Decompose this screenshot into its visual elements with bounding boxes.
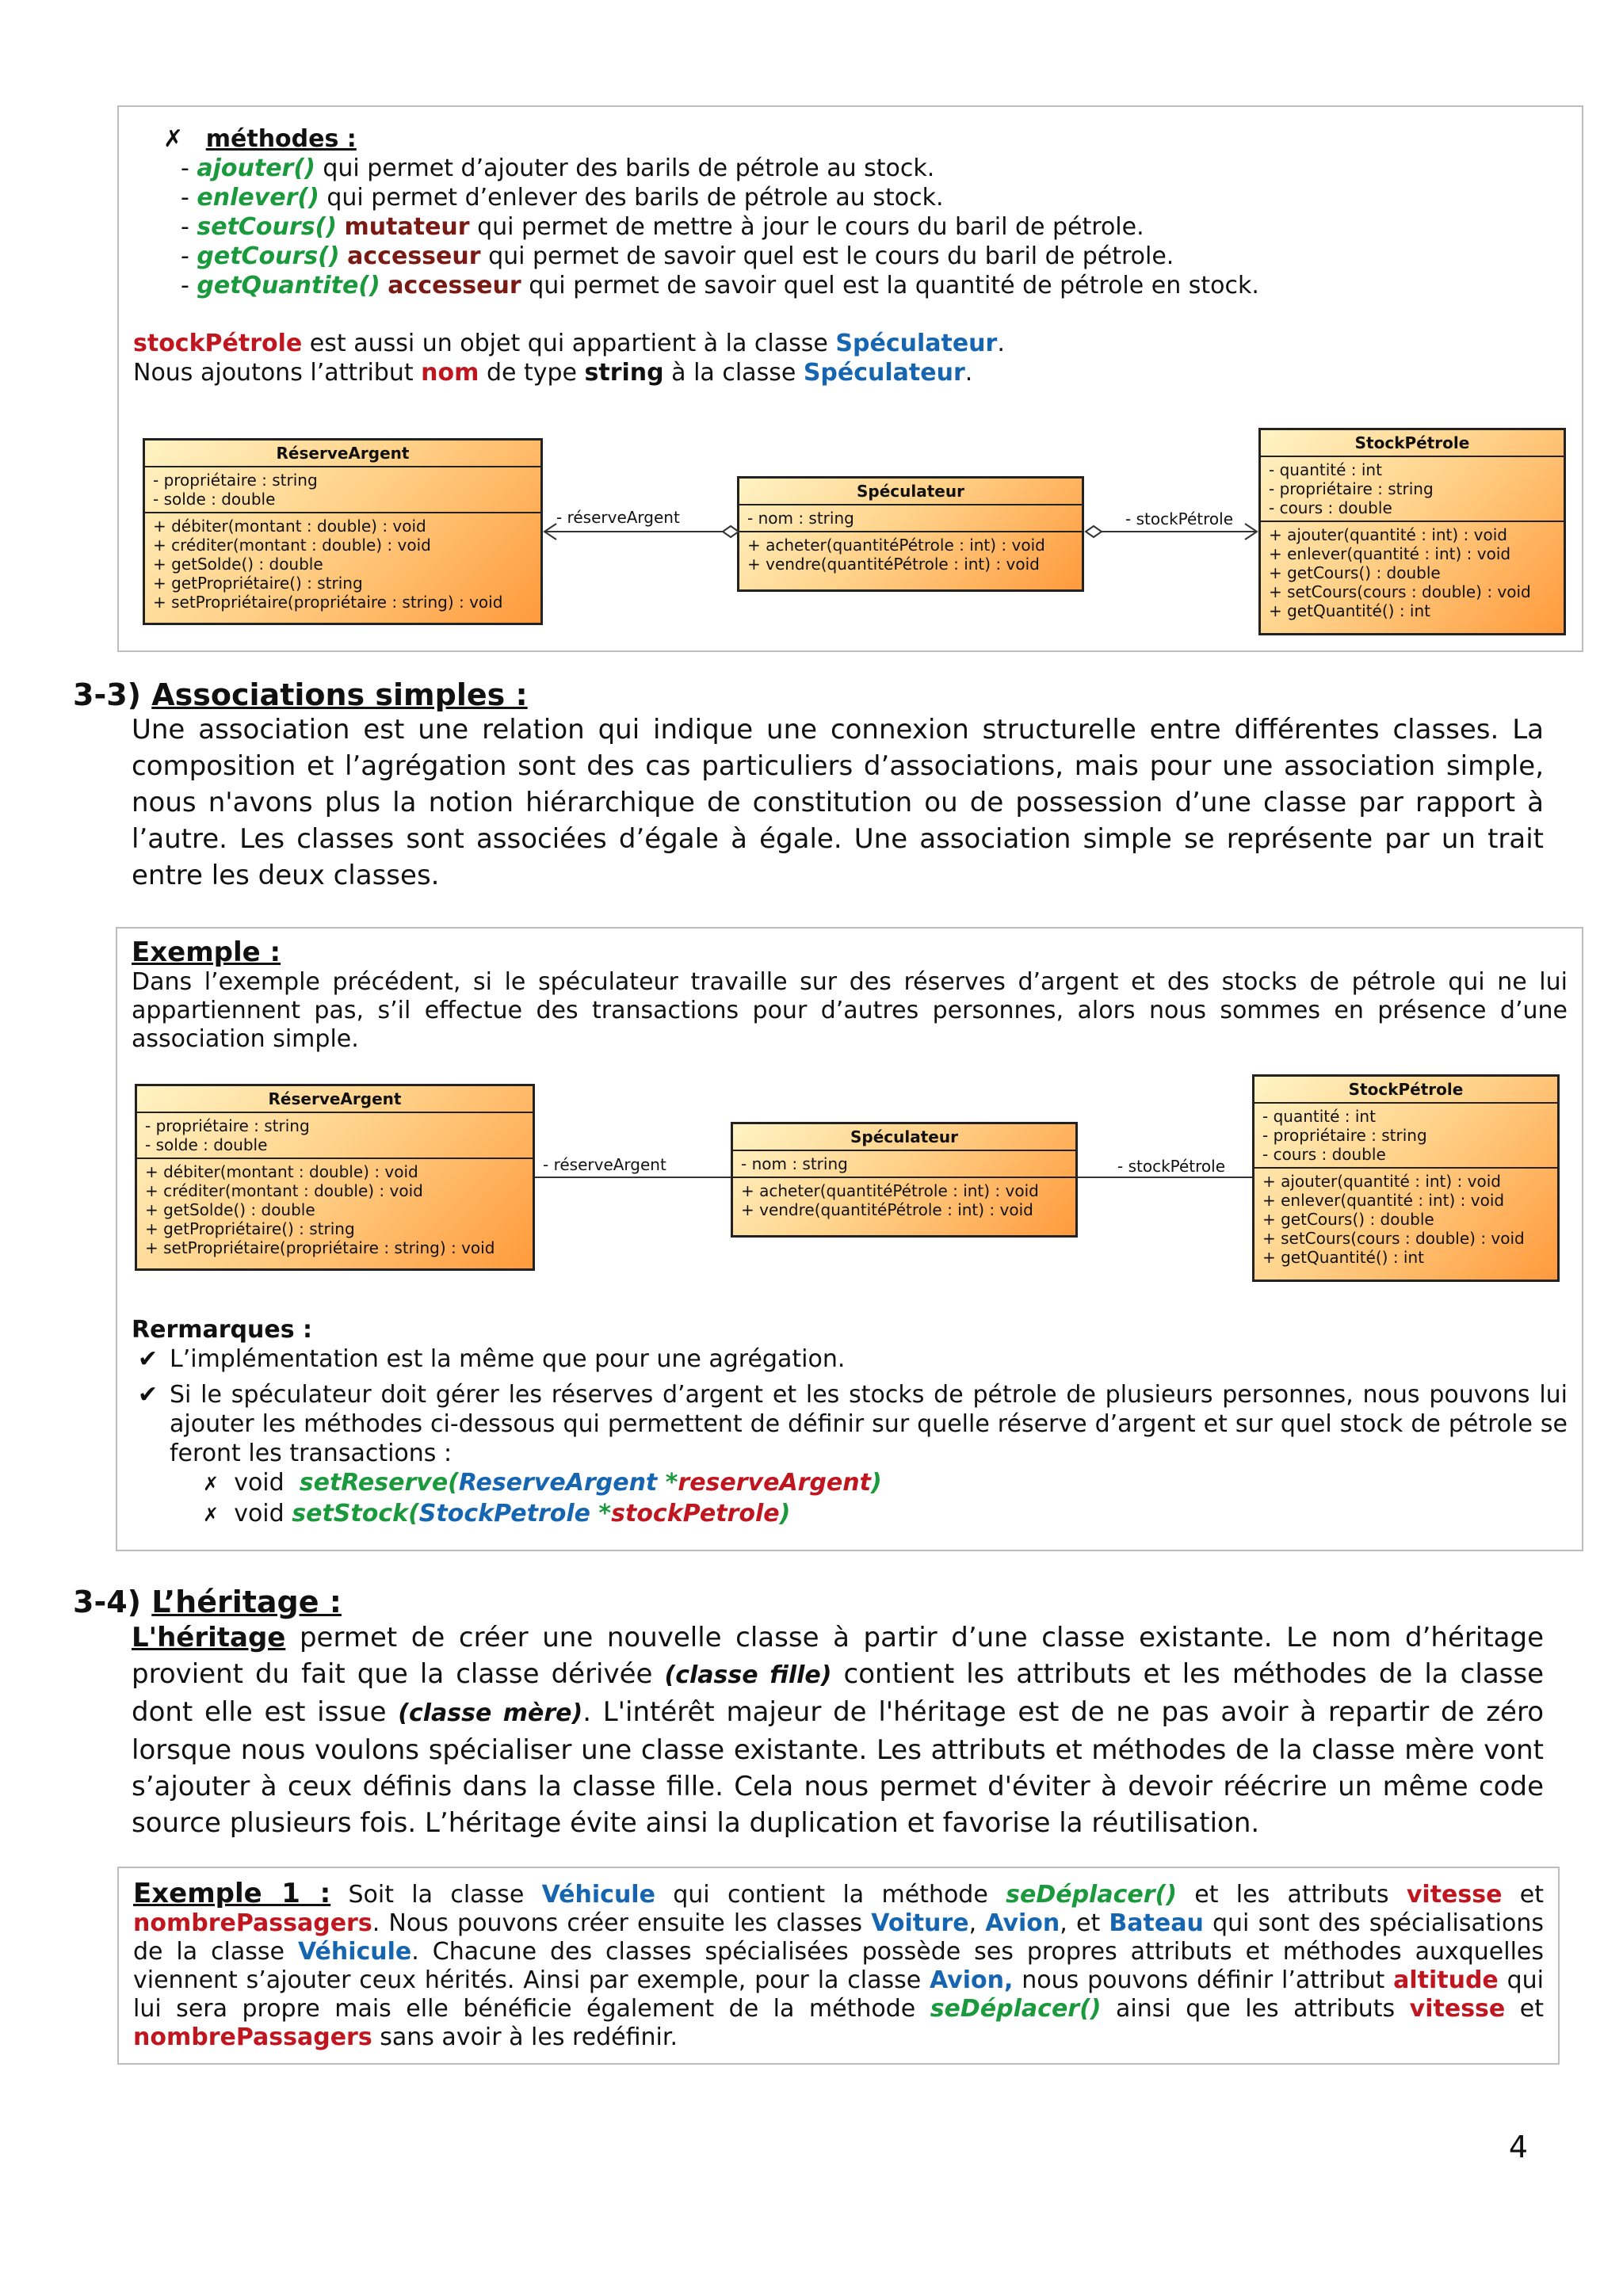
label-reserve-argent-2: - réserveArgent xyxy=(543,1155,666,1174)
uml-attribute: - cours : double xyxy=(1262,1145,1386,1164)
uml-operation: + setPropriétaire(propriétaire : string) : void xyxy=(153,593,503,612)
remarques-title: Rermarques : xyxy=(132,1316,313,1344)
method-set-reserve: ✗ void setReserve(ReserveArgent *reserveArgent) xyxy=(203,1469,882,1497)
page-number: 4 xyxy=(1508,2130,1528,2164)
uml-attribute: - cours : double xyxy=(1269,498,1392,517)
uml-operation: + getQuantité() : int xyxy=(1262,1248,1424,1267)
uml-operation: + vendre(quantitéPétrole : int) : void xyxy=(741,1200,1033,1219)
uml-operation: + ajouter(quantité : int) : void xyxy=(1269,525,1507,544)
uml-class-title: StockPétrole xyxy=(1254,1077,1557,1104)
diamond-stock xyxy=(1086,526,1102,537)
uml-operation: + acheter(quantitéPétrole : int) : void xyxy=(741,1181,1039,1200)
methods-box xyxy=(117,105,1583,652)
label-stock-petrole-2: - stockPétrole xyxy=(1117,1157,1226,1176)
uml-operation: + getCours() : double xyxy=(1269,563,1441,582)
cross-icon: ✗ xyxy=(163,125,184,153)
uml-attribute: - propriétaire : string xyxy=(1269,479,1434,498)
check-icon: ✔ xyxy=(138,1381,158,1409)
uml-operation: + setCours(cours : double) : void xyxy=(1269,582,1531,601)
method-item: - getQuantite() accesseur qui permet de savoir quel est la quantité de pétrole en stock. xyxy=(181,272,1259,299)
method-item: - enlever() qui permet d’enlever des barils de pétrole au stock. xyxy=(181,184,944,212)
exemple-title: Exemple : xyxy=(132,936,281,968)
section-3-4-title: 3-4) L’héritage : xyxy=(73,1585,342,1619)
exemple-box xyxy=(116,927,1583,1551)
uml-operation: + débiter(montant : double) : void xyxy=(153,517,426,536)
remark-2: ✔ Si le spéculateur doit gérer les réserves d’argent et les stocks de pétrole de plusieurs personnes, nous pouvons lui ajouter les méthodes ci-dessous qui permettent de définir sur quelle réserve d’argent et sur quel stock de pétrole se feront les transactions : xyxy=(138,1381,1568,1467)
uml-attribute: - solde : double xyxy=(145,1135,268,1154)
nom-line: Nous ajoutons l’attribut nom de type string à la classe Spéculateur. xyxy=(133,359,973,387)
uml-operation: + acheter(quantitéPétrole : int) : void xyxy=(747,536,1045,555)
uml-operation: + débiter(montant : double) : void xyxy=(145,1162,418,1181)
uml-class-title: Spéculateur xyxy=(739,479,1082,505)
uml-operation: + enlever(quantité : int) : void xyxy=(1269,544,1511,563)
uml-operation: + setCours(cours : double) : void xyxy=(1262,1229,1525,1248)
uml-operation: + getSolde() : double xyxy=(153,555,323,574)
uml-attribute: - solde : double xyxy=(153,490,276,509)
cross-icon: ✗ xyxy=(203,1473,220,1495)
uml-class-title: RéserveArgent xyxy=(137,1086,533,1113)
label-stock-petrole: - stockPétrole xyxy=(1125,509,1234,528)
uml-attribute: - quantité : int xyxy=(1262,1107,1376,1126)
uml-operation: + créditer(montant : double) : void xyxy=(145,1181,423,1200)
uml-operation: + getPropriétaire() : string xyxy=(153,574,363,593)
remark-1: ✔ L’implémentation est la même que pour une agrégation. xyxy=(138,1345,846,1373)
uml-operation: + getCours() : double xyxy=(1262,1210,1434,1229)
method-item: - getCours() accesseur qui permet de savoir quel est le cours du baril de pétrole. xyxy=(181,242,1174,270)
method-set-stock: ✗ void setStock(StockPetrole *stockPetrole) xyxy=(203,1500,791,1527)
uml-operation: + setPropriétaire(propriétaire : string) : void xyxy=(145,1238,495,1257)
method-item: - setCours() mutateur qui permet de mettre à jour le cours du baril de pétrole. xyxy=(181,213,1144,241)
uml-operation: + getSolde() : double xyxy=(145,1200,315,1219)
section-3-3-paragraph: Une association est une relation qui indique une connexion structurelle entre différentes classes. La composition et l’agrégation sont des cas particuliers d’associations, mais pour une association simple, nous n'avons plus la notion hiérarchique de constitution ou de possession d’une classe par rapport à l’autre. Les classes sont associées d’égale à égale. Une association simple se représente par un trait entre les deux classes. xyxy=(132,714,1544,891)
uml-attribute: - propriétaire : string xyxy=(153,471,318,490)
exemple-1-text: Exemple 1 : Soit la classe Véhicule qui contient la méthode seDéplacer() et les attributs vitesse et nombrePassagers. Nous pouvons créer ensuite les classes Voiture, Avion, et Bateau qui sont des spécialisations de la classe Véhicule. Chacune des classes spécialisées possède ses propres attributs et méthodes auxquelles viennent s’ajouter ceux hérités. Ainsi par exemple, pour la classe Avion, nous pouvons définir l’attribut altitude qui lui sera propre mais elle bénéficie également de la méthode seDéplacer() ainsi que les attributs vitesse et nombrePassagers sans avoir à les redéfinir. xyxy=(133,1878,1545,2051)
label-reserve-argent: - réserveArgent xyxy=(556,508,680,527)
methods-heading: ✗ méthodes : xyxy=(163,125,357,153)
exemple-1-box xyxy=(117,1867,1560,2065)
uml-attribute: - propriétaire : string xyxy=(1262,1126,1427,1145)
uml-operation: + ajouter(quantité : int) : void xyxy=(1262,1172,1501,1191)
section-3-4-paragraph: L'héritage permet de créer une nouvelle classe à partir d’une classe existante. Le nom d’héritage provient du fait que la classe dérivée (classe fille) contient les attributs et les méthodes de la classe dont elle est issue (classe mère). L'intérêt majeur de l'héritage est de ne pas avoir à repartir de zéro lorsque nous voulons spécialiser une classe existante. Les attributs et méthodes de la classe mère vont s’ajouter à ceux définis dans la classe fille. Cela nous permet d'éviter à devoir réécrire un même code source plusieurs fois. L’héritage évite ainsi la duplication et favorise la réutilisation. xyxy=(132,1622,1545,1839)
diamond-reserve xyxy=(723,526,739,537)
uml-operation: + getQuantité() : int xyxy=(1269,601,1430,620)
check-icon: ✔ xyxy=(138,1345,158,1373)
uml-attribute: - nom : string xyxy=(747,509,854,528)
uml-attribute: - nom : string xyxy=(741,1154,848,1173)
uml-class-title: StockPétrole xyxy=(1261,430,1564,457)
method-item: - ajouter() qui permet d’ajouter des barils de pétrole au stock. xyxy=(181,154,935,182)
aggregation-lines xyxy=(119,107,1585,654)
uml-operation: + créditer(montant : double) : void xyxy=(153,536,431,555)
uml-operation: + enlever(quantité : int) : void xyxy=(1262,1191,1505,1210)
uml-operation: + getPropriétaire() : string xyxy=(145,1219,355,1238)
stock-line: stockPétrole est aussi un objet qui appartient à la classe Spéculateur. xyxy=(133,330,1005,357)
section-3-3-title: 3-3) Associations simples : xyxy=(73,677,528,712)
exemple-text: Dans l’exemple précédent, si le spéculateur travaille sur des réserves d’argent et des stocks de pétrole qui ne lui appartiennent pas, s’il effectue des transactions pour d’autres personnes, alors nous sommes en présence d’une association simple. xyxy=(132,968,1568,1053)
uml-class-title: Spéculateur xyxy=(733,1124,1075,1151)
uml-class-title: RéserveArgent xyxy=(145,441,540,467)
cross-icon: ✗ xyxy=(203,1504,220,1526)
uml-attribute: - propriétaire : string xyxy=(145,1116,310,1135)
uml-operation: + vendre(quantitéPétrole : int) : void xyxy=(747,555,1040,574)
uml-attribute: - quantité : int xyxy=(1269,460,1382,479)
